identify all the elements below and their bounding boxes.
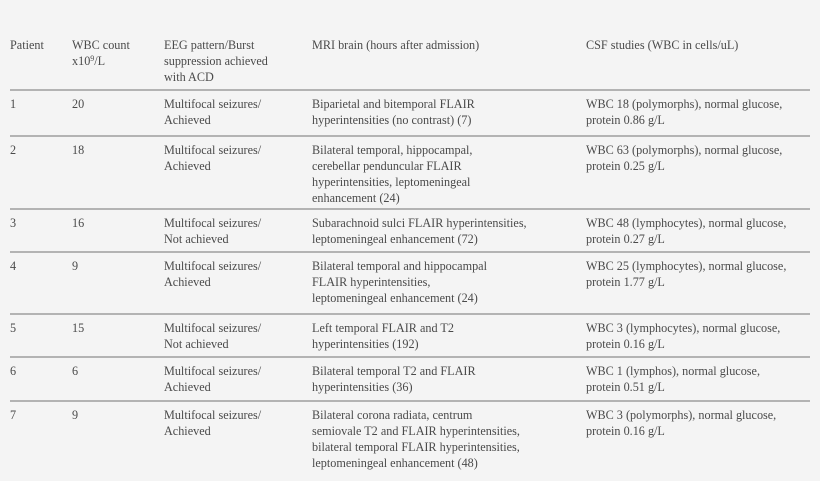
cell-patient: 2 (10, 143, 17, 157)
cell-csf-studies-line: protein 0.16 g/L (586, 337, 665, 351)
cell-wbc-count: 9 (72, 408, 79, 422)
cell-csf-studies-line: protein 1.77 g/L (586, 275, 665, 289)
cell-eeg-pattern-line: Multifocal seizures/ (164, 259, 262, 273)
table-row (10, 208, 810, 253)
header-eeg-line2: suppression achieved (164, 54, 268, 68)
cell-wbc-count: 18 (72, 143, 85, 157)
cell-mri-brain-line: leptomeningeal enhancement (24) (312, 291, 478, 305)
cell-csf-studies-line: WBC 25 (lymphocytes), normal glucose, (586, 259, 787, 273)
cell-mri-brain-line: leptomeningeal enhancement (72) (312, 232, 478, 246)
header-wbc (72, 37, 130, 69)
cell-csf-studies-line: protein 0.51 g/L (586, 380, 665, 394)
cell-mri-brain-line: Left temporal FLAIR and T2 (312, 321, 454, 335)
header-eeg-line1: EEG pattern/Burst (164, 38, 255, 52)
header-wbc-line2 (72, 53, 130, 69)
cell-csf-studies-line: protein 0.86 g/L (586, 113, 665, 127)
cell-mri-brain-line: Bilateral corona radiata, centrum (312, 408, 473, 422)
cell-patient: 4 (10, 259, 17, 273)
table-row (10, 400, 810, 481)
cell-wbc-count: 16 (72, 216, 85, 230)
cell-mri-brain-line: hyperintensities (36) (312, 380, 413, 394)
cell-mri-brain (312, 215, 527, 247)
header-wbc-exponent: 9 (90, 54, 95, 63)
cell-eeg-pattern (164, 407, 261, 439)
cell-mri-brain-line: FLAIR hyperintensities, (312, 275, 431, 289)
cell-mri-brain-line: Bilateral temporal, hippocampal, (312, 143, 473, 157)
cell-patient: 5 (10, 321, 17, 335)
cell-eeg-pattern-line: Multifocal seizures/ (164, 97, 262, 111)
cell-eeg-pattern-line: Achieved (164, 380, 211, 394)
cell-eeg-pattern-line: Multifocal seizures/ (164, 408, 262, 422)
cell-eeg-pattern (164, 142, 261, 174)
cell-mri-brain (312, 407, 520, 471)
cell-mri-brain-line: hyperintensities (192) (312, 337, 419, 351)
cell-patient: 1 (10, 97, 17, 111)
cell-eeg-pattern-line: Not achieved (164, 337, 229, 351)
cell-csf-studies-line: WBC 3 (lymphocytes), normal glucose, (586, 321, 781, 335)
cell-mri-brain (312, 363, 476, 395)
cell-csf-studies-line: WBC 1 (lymphos), normal glucose, (586, 364, 760, 378)
cell-eeg-pattern (164, 215, 261, 247)
cell-csf-studies-line: WBC 63 (polymorphs), normal glucose, (586, 143, 783, 157)
cell-mri-brain (312, 96, 475, 128)
cell-wbc-count: 20 (72, 97, 85, 111)
cell-eeg-pattern-line: Achieved (164, 159, 211, 173)
cell-csf-studies (586, 215, 786, 247)
table-header (10, 37, 810, 89)
header-patient: Patient (10, 38, 44, 52)
cell-csf-studies (586, 407, 776, 439)
cell-eeg-pattern-line: Achieved (164, 275, 211, 289)
header-csf: CSF studies (WBC in cells/uL) (586, 38, 739, 52)
cell-csf-studies-line: protein 0.16 g/L (586, 424, 665, 438)
cell-csf-studies-line: WBC 3 (polymorphs), normal glucose, (586, 408, 777, 422)
cell-eeg-pattern-line: Achieved (164, 424, 211, 438)
cell-wbc-count: 15 (72, 321, 85, 335)
header-eeg (164, 37, 268, 85)
table-row (10, 313, 810, 358)
cell-csf-studies (586, 142, 782, 174)
cell-mri-brain (312, 142, 472, 206)
cell-csf-studies-line: protein 0.25 g/L (586, 159, 665, 173)
cell-csf-studies (586, 320, 780, 352)
cell-patient: 6 (10, 364, 17, 378)
cell-patient: 7 (10, 408, 17, 422)
cell-mri-brain-line: Bilateral temporal T2 and FLAIR (312, 364, 476, 378)
cell-eeg-pattern (164, 363, 261, 395)
cell-wbc-count: 6 (72, 364, 79, 378)
cell-patient: 3 (10, 216, 17, 230)
cell-csf-studies-line: WBC 48 (lymphocytes), normal glucose, (586, 216, 787, 230)
cell-csf-studies (586, 363, 760, 395)
cell-mri-brain (312, 320, 454, 352)
cell-eeg-pattern (164, 320, 261, 352)
table-row (10, 89, 810, 137)
cell-mri-brain-line: Biparietal and bitemporal FLAIR (312, 97, 475, 111)
cell-mri-brain-line: bilateral temporal FLAIR hyperintensities, (312, 440, 520, 454)
cell-mri-brain-line: Subarachnoid sulci FLAIR hyperintensities, (312, 216, 527, 230)
cell-eeg-pattern-line: Multifocal seizures/ (164, 321, 262, 335)
cell-mri-brain-line: enhancement (24) (312, 191, 400, 205)
cell-eeg-pattern-line: Not achieved (164, 232, 229, 246)
table-row (10, 135, 810, 210)
cell-eeg-pattern (164, 96, 261, 128)
cell-mri-brain-line: cerebellar penduncular FLAIR (312, 159, 462, 173)
cell-mri-brain-line: hyperintensities, leptomeningeal (312, 175, 471, 189)
header-wbc-line1: WBC count (72, 38, 130, 52)
header-wbc-unit-pre: x10 (72, 54, 91, 68)
cell-eeg-pattern-line: Achieved (164, 113, 211, 127)
table-row (10, 356, 810, 402)
cell-csf-studies-line: protein 0.27 g/L (586, 232, 665, 246)
cell-csf-studies-line: WBC 18 (polymorphs), normal glucose, (586, 97, 783, 111)
cell-eeg-pattern-line: Multifocal seizures/ (164, 364, 262, 378)
table-row (10, 251, 810, 315)
cell-eeg-pattern-line: Multifocal seizures/ (164, 143, 262, 157)
cell-mri-brain-line: semiovale T2 and FLAIR hyperintensities, (312, 424, 520, 438)
cell-eeg-pattern-line: Multifocal seizures/ (164, 216, 262, 230)
cell-csf-studies (586, 258, 786, 290)
cell-mri-brain (312, 258, 487, 306)
cell-wbc-count: 9 (72, 259, 79, 273)
cell-mri-brain-line: leptomeningeal enhancement (48) (312, 456, 478, 470)
header-eeg-line3: with ACD (164, 70, 214, 84)
cell-csf-studies (586, 96, 782, 128)
header-mri: MRI brain (hours after admission) (312, 38, 480, 52)
cell-eeg-pattern (164, 258, 261, 290)
cell-mri-brain-line: Bilateral temporal and hippocampal (312, 259, 487, 273)
cell-mri-brain-line: hyperintensities (no contrast) (7) (312, 113, 472, 127)
header-wbc-unit-post: /L (94, 54, 106, 68)
